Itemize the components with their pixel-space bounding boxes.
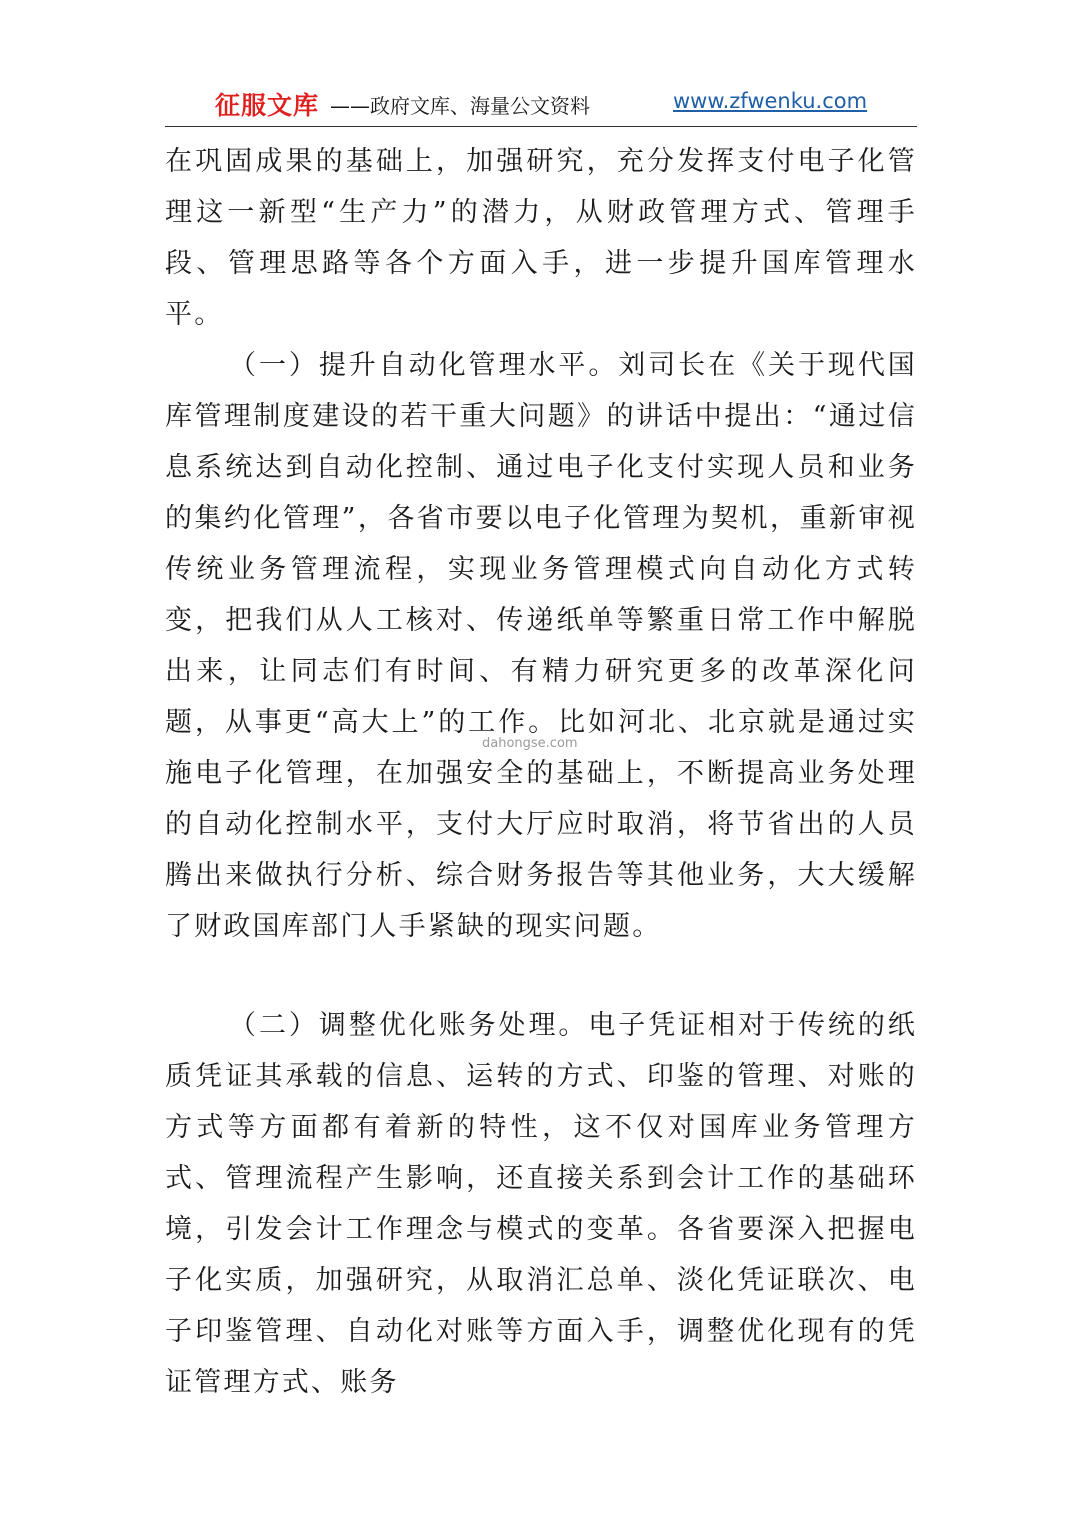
header-divider <box>165 126 917 127</box>
paragraph-intro: 在巩固成果的基础上，加强研究，充分发挥支付电子化管理这一新型“生产力”的潜力，从财政管理方式、管理手段、管理思路等各个方面入手，进一步提升国库管理水平。 <box>165 146 917 330</box>
brand-logo-text: 征服文库 <box>215 91 320 120</box>
watermark-text: dahongse.com <box>482 736 578 751</box>
paragraph-section-1: （一）提升自动化管理水平。刘司长在《关于现代国库管理制度建设的若干重大问题》的讲话中提出：“通过信息系统达到自动化控制、通过电子化支付实现人员和业务的集约化管理”，各省市要以电子化管理为契机，重新审视传统业务管理流程，实现业务管理模式向自动化方式转变，把我们从人工核对、传递纸单等繁重日常工作中解脱出来，让同志们有时间、有精力研究更多的改革深化问题，从事更“高大上”的工作。比如河北、北京就是通过实施电子化管理，在加强安全的基础上，不断提高业务处理的自动化控制水平，支付大厅应时取消，将节省出的人员腾出来做执行分析、综合财务报告等其他业务，大大缓解了财政国库部门人手紧缺的现实问题。 <box>165 350 917 942</box>
website-link[interactable]: www.zfwenku.com <box>673 89 868 113</box>
page-header <box>165 82 917 126</box>
header-tagline: ——政府文库、海量公文资料 <box>330 94 590 118</box>
paragraph-section-2: （二）调整优化账务处理。电子凭证相对于传统的纸质凭证其承载的信息、运转的方式、印鉴的管理、对账的方式等方面都有着新的特性，这不仅对国库业务管理方式、管理流程产生影响，还直接关系到会计工作的基础环境，引发会计工作理念与模式的变革。各省要深入把握电子化实质，加强研究，从取消汇总单、淡化凭证联次、电子印鉴管理、自动化对账等方面入手，调整优化现有的凭证管理方式、账务 <box>165 1010 917 1398</box>
